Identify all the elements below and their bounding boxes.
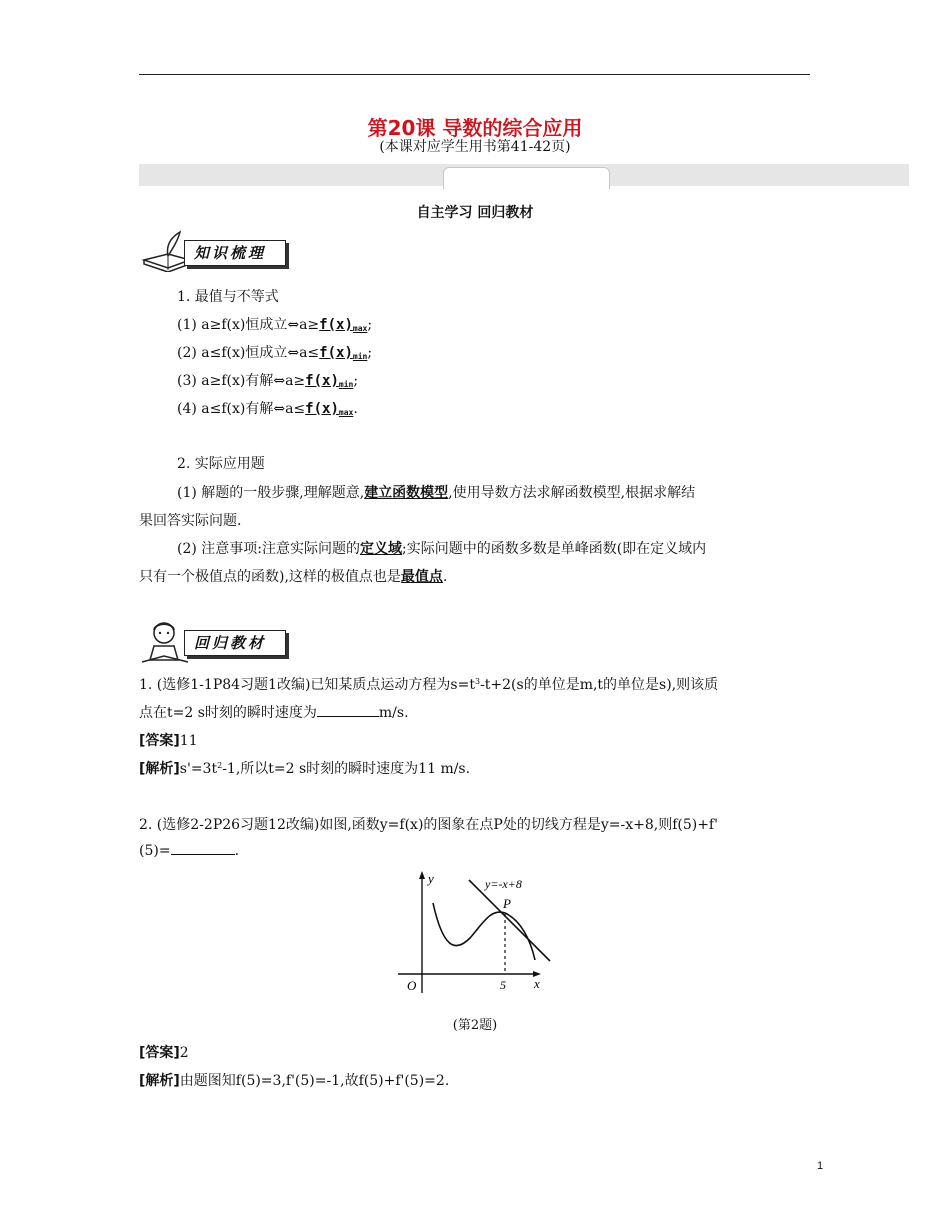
problem2-solution: [解析]由题图知f(5)=3,f'(5)=-1,故f(5)+f'(5)=2. <box>139 1073 450 1089</box>
section-tab <box>443 167 610 189</box>
figure-caption: (第2题) <box>452 1018 498 1033</box>
problem1-line1: 1. (选修1-1P84习题1改编)已知某质点运动方程为$s=t^3-t+2(s$的单位是m,t的单位是s),则该质 <box>139 677 719 693</box>
knowledge-p2: (2) a≤f(x)恒成立$\Leftrightarrow a\le f(x)_{min}$; <box>177 345 373 361</box>
problem1-solution: [解析]$s'=3t^2-1$,所以t=2 s时刻的瞬时速度为11 m/s. <box>139 761 471 777</box>
section-heading: 自主学习 回归教材 <box>416 205 534 221</box>
knowledge-q2-cont: 只有一个极值点的函数),这样的极值点也是最值点. <box>139 569 448 585</box>
problem2-line1: 2. (选修2-2P26习题12改编)如图,函数y=f(x)的图象在点P处的切线方程是y=-x+8,则f(5)+f' <box>139 817 718 833</box>
origin-label: O <box>407 978 417 993</box>
problem2-answer: [答案]2 <box>139 1045 189 1061</box>
y-axis-label: y <box>428 871 434 886</box>
knowledge-item1-title: 1. 最值与不等式 <box>177 289 279 305</box>
problem2-line2: (5)= . <box>139 843 240 859</box>
knowledge-item2-title: 2. 实际应用题 <box>177 456 265 472</box>
header-rule <box>139 74 810 75</box>
knowledge-q2: (2) 注意事项:注意实际问题的定义域;实际问题中的函数多数是单峰函数(即在定义域内 <box>177 541 707 557</box>
banner-textbook <box>140 620 290 660</box>
problem1-answer: [答案]11 <box>139 733 198 749</box>
knowledge-p3: (3) a≥f(x)有解$\Leftrightarrow a\ge f(x)_{min}$; <box>177 373 359 389</box>
problem1-blank <box>317 704 379 717</box>
banner-textbook-label: 回归教材 <box>194 634 267 652</box>
tick-5-label: 5 <box>500 978 506 992</box>
banner-knowledge-label: 知识梳理 <box>194 244 267 262</box>
problem2-blank <box>171 842 235 855</box>
knowledge-p4: (4) a≤f(x)有解$\Leftrightarrow a\le f(x)_{max}$. <box>177 401 358 417</box>
knowledge-q1: (1) 解题的一般步骤,理解题意,建立函数模型,使用导数方法求解函数模型,根据求解结 <box>177 485 696 501</box>
tangent-line <box>469 880 550 961</box>
page-title: 第20课 导数的综合应用 <box>367 116 583 140</box>
page-subtitle: (本课对应学生用书第41-42页) <box>379 139 571 155</box>
page-number: 1 <box>817 1160 824 1172</box>
tangent-equation-label: y=-x+8 <box>485 877 522 891</box>
x-axis-label: x <box>534 976 540 991</box>
problem2-figure <box>395 868 555 998</box>
banner-knowledge <box>140 230 290 270</box>
problem1-line2: 点在t=2 s时刻的瞬时速度为 m/s. <box>139 705 409 721</box>
knowledge-q1-cont: 果回答实际问题. <box>139 513 242 529</box>
y-axis-arrow <box>419 871 425 879</box>
point-p-label: P <box>503 896 511 911</box>
knowledge-p1: (1) a≥f(x)恒成立$\Leftrightarrow a\ge f(x)_{max}$; <box>177 317 373 333</box>
